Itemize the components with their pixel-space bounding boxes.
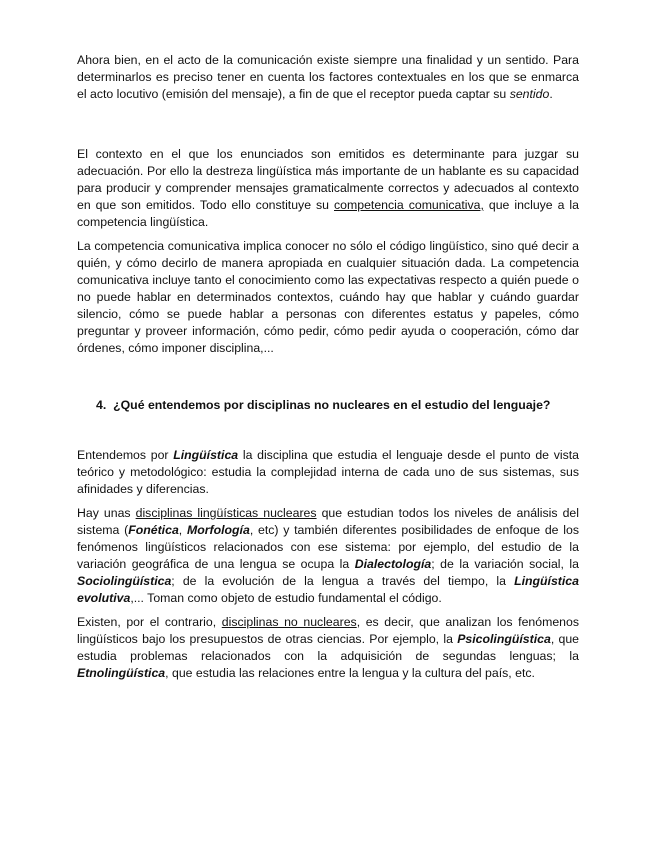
term-linguistica: Lingüística: [173, 448, 239, 462]
term-morfologia: Morfología: [186, 523, 250, 537]
term-sociolinguistica: Sociolingüística: [77, 574, 172, 588]
paragraph-nuclear-disciplines: Hay unas disciplinas lingüísticas nucleares que estudian todos los niveles de análisis del sistema (Fonética, Morfología, etc) y también diferentes posibilidades de enfoque de los fenómenos lingüísticos relacionados con ese sistema: por ejemplo, del estudio de la variación geográfica de una lengua se ocupa la Dialectología; de la variación social, la Sociolingüística; de la evolución de la lengua a través del tiempo, la Lingüística evolutiva,... Toman como objeto de estudio fundamental el código.: [77, 506, 579, 605]
section-title: ¿Qué entendemos por disciplinas no nucleares en el estudio del lenguaje?: [113, 398, 551, 412]
paragraph-communicative-competence: La competencia comunicativa implica conocer no sólo el código lingüístico, sino qué decir a quién, y cómo decirlo de manera apropiada en cualquier situación dada. La competencia comunicativa incluye tanto el conocimiento como las expectativas respecto a quién puede o no puede hablar en determinados contextos, cuándo hay que hablar y cuándo guardar silencio, cómo se puede hablar a personas con diferentes estatus y papeles, cómo preguntar y proveer información, cómo pedir, cómo pedir ayuda o cooperación, cómo dar órdenes, cómo imponer disciplina,...: [77, 239, 579, 355]
term-linguistica-evolutiva: Lingüística evolutiva: [77, 574, 579, 605]
term-disciplinas-no-nucleares: disciplinas no nucleares: [221, 615, 357, 629]
emphasis-sentido: sentido: [509, 87, 550, 101]
paragraph-linguistics-definition: Entendemos por Lingüística la disciplina que estudia el lenguaje desde el punto de vista teórico y metodológico: estudia la complejidad interna de cada uno de sus sistemas, sus afinidades y diferencias.: [77, 448, 580, 496]
paragraph-context: El contexto en el que los enunciados son emitidos es determinante para juzgar su adecuación. Por ello la destreza lingüística más importante de un hablante es su capacidad para producir y comprender mensajes gramaticalmente correctos y adecuados al contexto en que son emitidos. Todo ello constituye su competencia comunicativa, que incluye a la competencia lingüística.: [77, 147, 580, 229]
term-disciplinas-nucleares: disciplinas lingüísticas nucleares: [135, 506, 317, 520]
paragraph-non-nuclear-disciplines: Existen, por el contrario, disciplinas no nucleares, es decir, que analizan los fenómenos lingüísticos bajo los presupuestos de otras ciencias. Por ejemplo, la Psicolingüística, que estudia problemas relacionados con la adquisición de segundas lenguas; la Etnolingüística, que estudia las relaciones entre la lengua y la cultura del país, etc.: [77, 615, 579, 680]
term-dialectologia: Dialectología: [354, 557, 432, 571]
section-heading-4: [77, 397, 579, 414]
term-psicolinguistica: Psicolingüística: [457, 632, 551, 646]
document-page: [77, 52, 579, 682]
term-etnolinguistica: Etnolingüística: [77, 666, 166, 680]
paragraph-communication-purpose: Ahora bien, en el acto de la comunicación existe siempre una finalidad y un sentido. Para determinarlos es preciso tener en cuenta los factores contextuales en los que se enmarca el acto locutivo (emisión del mensaje), a fin de que el receptor pueda captar su sentido.: [77, 53, 579, 101]
term-fonetica: Fonética: [128, 523, 179, 537]
term-competencia-comunicativa: competencia comunicativa,: [334, 198, 484, 212]
section-number: 4.: [96, 398, 107, 412]
